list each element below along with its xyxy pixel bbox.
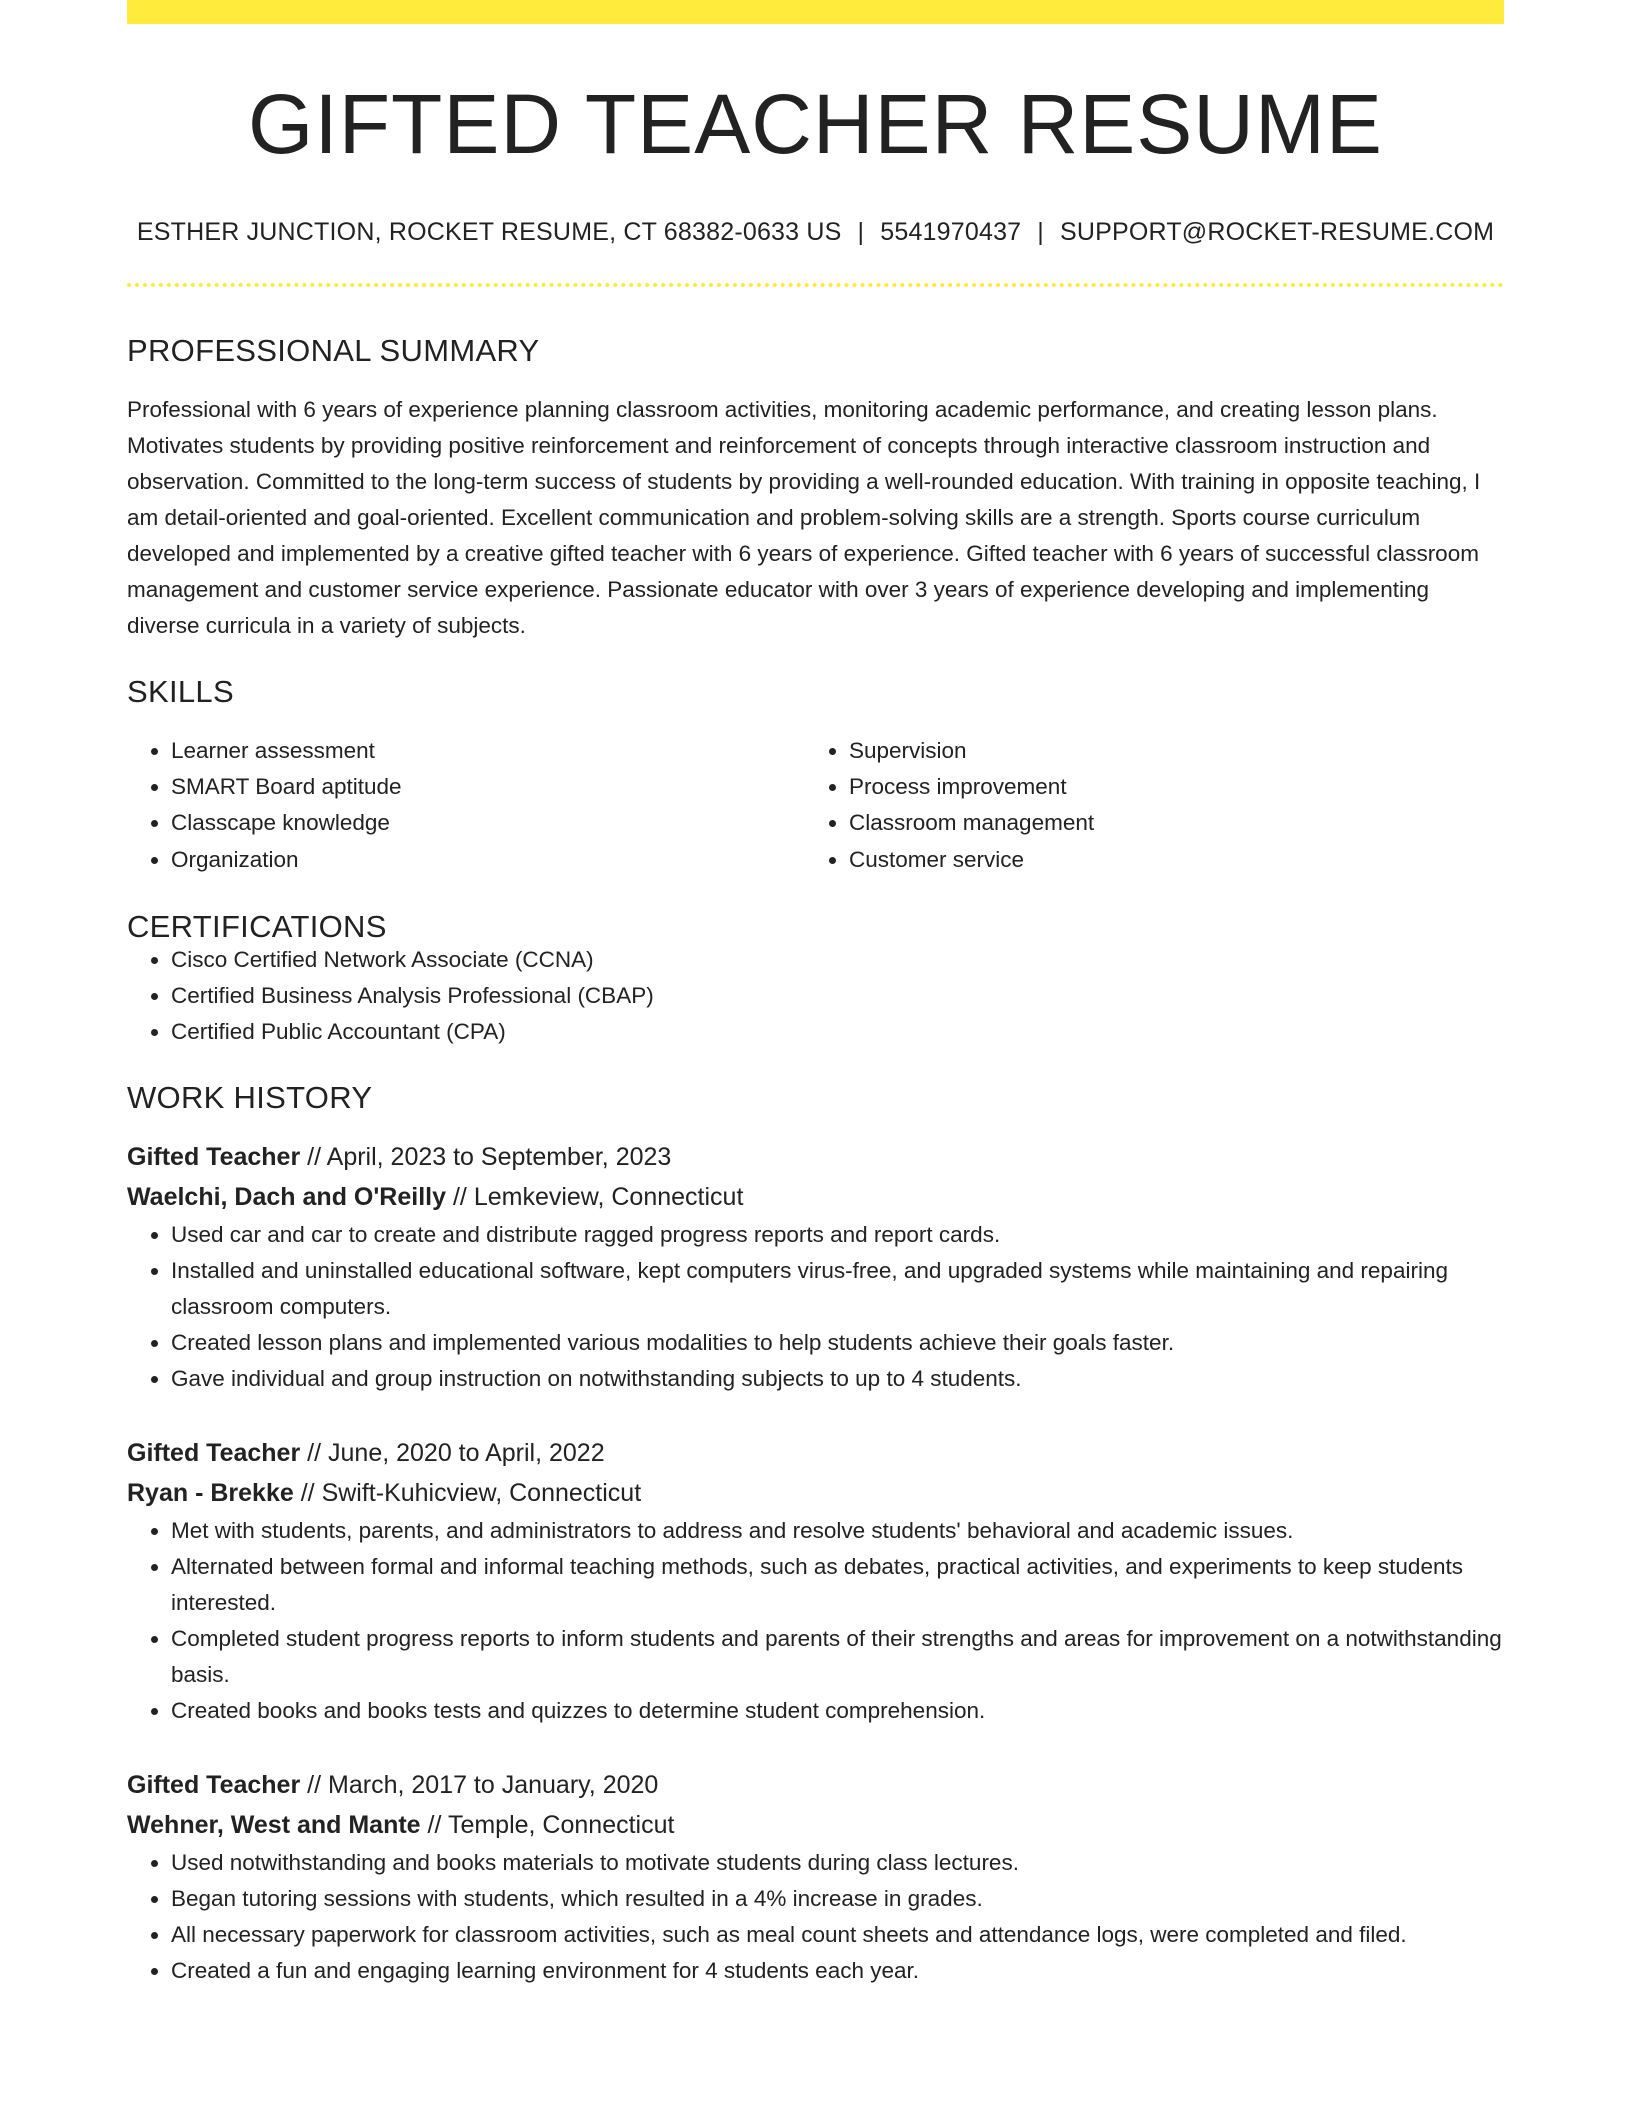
contact-phone: 5541970437 — [880, 218, 1022, 246]
job-bullets — [127, 1845, 1504, 1989]
skills-column-left — [127, 733, 805, 879]
job-bullet: • Created a fun and engaging learning environment for 4 students each year. — [171, 1953, 1504, 1989]
job-title-line — [127, 1765, 1504, 1805]
job-bullet: • Gave individual and group instruction on notwithstanding subjects to up to 4 students. — [171, 1361, 1504, 1397]
skill-item: • Supervision — [849, 733, 1483, 769]
job-divider: // — [307, 1771, 322, 1799]
job-company-line — [127, 1473, 1504, 1513]
certifications-list — [127, 942, 1504, 1050]
job-bullets — [127, 1513, 1504, 1729]
certifications-heading: CERTIFICATIONS — [127, 909, 387, 944]
job-bullet: • Alternated between formal and informal teaching methods, such as debates, practical activities, and experiments to keep students interested. — [171, 1549, 1504, 1621]
job-company: Wehner, West and Mante — [127, 1811, 421, 1839]
job-entry — [127, 1137, 1504, 1397]
contact-email: SUPPORT@ROCKET-RESUME.COM — [1060, 218, 1495, 246]
job-divider: // — [307, 1439, 322, 1467]
accent-top-bar — [127, 0, 1504, 24]
job-bullet: • Used car and car to create and distribute ragged progress reports and report cards. — [171, 1217, 1504, 1253]
job-role: Gifted Teacher — [127, 1771, 301, 1799]
job-title-line — [127, 1433, 1504, 1473]
summary-heading: PROFESSIONAL SUMMARY — [127, 333, 540, 368]
job-entry — [127, 1765, 1504, 1989]
certification-item: • Certified Business Analysis Professional (CBAP) — [171, 978, 1504, 1014]
skills-heading: SKILLS — [127, 674, 234, 709]
job-divider: // — [300, 1479, 315, 1507]
work-history-heading: WORK HISTORY — [127, 1080, 373, 1115]
job-title-line — [127, 1137, 1504, 1177]
job-location: Temple, Connecticut — [447, 1811, 675, 1839]
job-bullets — [127, 1217, 1504, 1397]
summary-text: Professional with 6 years of experience planning classroom activities, monitoring academic performance, and creating lesson plans. Motivates students by providing positive reinforcement and reinforcement of concepts through interactive classroom instruction and observation. Committed to the long-term success of students by providing a well-rounded education. With training in opposite teaching, I am detail-oriented and goal-oriented. Excellent communication and problem-solving skills are a strength. Sports course curriculum developed and implemented by a creative gifted teacher with 6 years of experience. Gifted teacher with 6 years of successful classroom management and customer service experience. Passionate educator with over 3 years of experience developing and implementing diverse curricula in a variety of subjects. — [127, 397, 1481, 638]
skill-item: • Customer service — [849, 841, 1483, 879]
contact-separator: | — [1037, 218, 1044, 246]
skills-column-right — [805, 733, 1483, 879]
dotted-divider — [127, 283, 1504, 287]
certification-item: • Certified Public Accountant (CPA) — [171, 1014, 1504, 1050]
resume-title: GIFTED TEACHER RESUME — [248, 77, 1383, 171]
job-divider: // — [452, 1183, 467, 1211]
job-divider: // — [307, 1143, 322, 1171]
job-company-line — [127, 1805, 1504, 1845]
skill-item: • Classroom management — [849, 805, 1483, 841]
skill-item: • SMART Board aptitude — [171, 769, 805, 805]
job-dates: April, 2023 to September, 2023 — [326, 1143, 672, 1171]
contact-address: ESTHER JUNCTION, ROCKET RESUME, CT 68382-0633 US — [136, 218, 842, 246]
skill-item: • Learner assessment — [171, 733, 805, 769]
contact-separator: | — [857, 218, 865, 246]
contact-line — [127, 220, 1504, 245]
job-divider: // — [427, 1811, 442, 1839]
job-location: Lemkeview, Connecticut — [473, 1183, 744, 1211]
job-bullet: • Created lesson plans and implemented various modalities to help students achieve their goals faster. — [171, 1325, 1504, 1361]
resume-page — [127, 0, 1504, 1989]
job-bullet: • Met with students, parents, and administrators to address and resolve students' behavioral and academic issues. — [171, 1513, 1504, 1549]
job-bullet: • Began tutoring sessions with students, which resulted in a 4% increase in grades. — [171, 1881, 1504, 1917]
skill-item: • Organization — [171, 841, 805, 879]
job-role: Gifted Teacher — [127, 1143, 301, 1171]
job-entry — [127, 1433, 1504, 1729]
skill-item: • Process improvement — [849, 769, 1483, 805]
job-company-line — [127, 1177, 1504, 1217]
job-dates: March, 2017 to January, 2020 — [328, 1771, 659, 1799]
job-bullet: • Created books and books tests and quizzes to determine student comprehension. — [171, 1693, 1504, 1729]
job-company: Waelchi, Dach and O'Reilly — [127, 1183, 446, 1211]
skill-item: • Classcape knowledge — [171, 805, 805, 841]
job-bullet: • Completed student progress reports to inform students and parents of their strengths and areas for improvement on a notwithstanding basis. — [171, 1621, 1504, 1693]
job-dates: June, 2020 to April, 2022 — [328, 1439, 605, 1467]
job-bullet: • All necessary paperwork for classroom activities, such as meal count sheets and attendance logs, were completed and filed. — [171, 1917, 1504, 1953]
job-bullet: • Used notwithstanding and books materials to motivate students during class lectures. — [171, 1845, 1504, 1881]
job-company: Ryan - Brekke — [127, 1479, 294, 1507]
job-location: Swift-Kuhicview, Connecticut — [321, 1479, 642, 1507]
skills-grid — [127, 733, 1504, 879]
job-role: Gifted Teacher — [127, 1439, 301, 1467]
certification-item: • Cisco Certified Network Associate (CCNA) — [171, 942, 1504, 978]
job-bullet: • Installed and uninstalled educational software, kept computers virus-free, and upgraded systems while maintaining and repairing classroom computers. — [171, 1253, 1504, 1325]
